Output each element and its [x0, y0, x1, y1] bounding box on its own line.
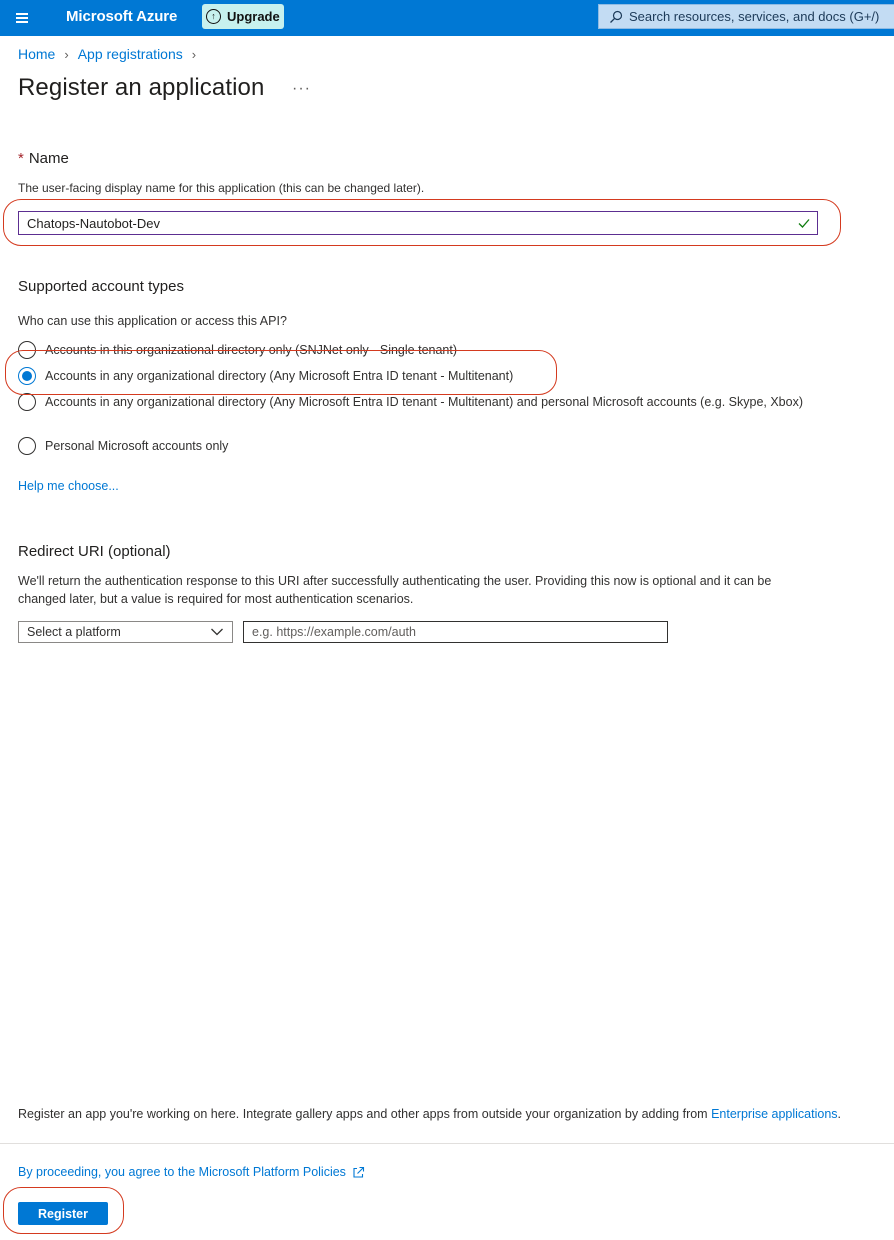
- redirect-uri-description: We'll return the authentication response to this URI after successfully authenticating the user. Providing this now is optional and it can be changed later, but a value is required for most authentication scenarios.: [18, 574, 772, 606]
- name-heading: [18, 150, 69, 167]
- platform-policies-text: By proceeding, you agree to the Microsoft Platform Policies: [18, 1165, 346, 1179]
- global-search-input[interactable]: [598, 4, 894, 29]
- arrow-up-circle-icon: ↑: [206, 9, 221, 24]
- platform-selected-value: Select a platform: [27, 625, 121, 639]
- more-options-icon[interactable]: ···: [292, 80, 311, 97]
- checkmark-icon: [797, 216, 811, 230]
- radio-multitenant-personal[interactable]: [18, 393, 36, 411]
- option-label: Accounts in any organizational directory (Any Microsoft Entra ID tenant - Multitenant): [45, 369, 514, 383]
- option-label: Personal Microsoft accounts only: [45, 439, 229, 453]
- account-types-question: Who can use this application or access this API?: [18, 314, 287, 328]
- chevron-right-icon: ›: [191, 46, 197, 62]
- account-types-heading: Supported account types: [18, 278, 184, 295]
- account-type-option-multitenant[interactable]: [18, 367, 513, 385]
- radio-personal-only[interactable]: [18, 437, 36, 455]
- breadcrumb-app-registrations[interactable]: App registrations: [77, 46, 183, 62]
- chevron-down-icon: [210, 626, 224, 638]
- external-link-icon: [352, 1166, 365, 1179]
- footer-note-text: Register an app you're working on here. Integrate gallery apps and other apps from outside your organization by adding from: [18, 1107, 712, 1121]
- footer-note: [18, 1107, 841, 1121]
- option-label: Accounts in any organizational directory (Any Microsoft Entra ID tenant - Multitenant) and personal Microsoft accounts (e.g. Skype, Xbox): [45, 395, 803, 409]
- footer-note-end: .: [837, 1107, 842, 1121]
- chevron-right-icon: ›: [64, 46, 69, 62]
- name-label: Name: [28, 150, 69, 167]
- name-value: Chatops-Nautobot-Dev: [27, 215, 160, 231]
- register-button[interactable]: Register: [18, 1202, 108, 1225]
- option-label: Accounts in this organizational directory only (SNJNet only - Single tenant): [45, 343, 458, 357]
- search-icon: [609, 10, 623, 24]
- top-bar: [0, 0, 894, 36]
- help-me-choose-link[interactable]: Help me choose...: [18, 479, 119, 493]
- portal-brand[interactable]: Microsoft Azure: [66, 8, 178, 25]
- name-description: The user-facing display name for this application (this can be changed later).: [18, 181, 425, 195]
- search-placeholder: Search resources, services, and docs (G+/): [629, 9, 880, 24]
- radio-single-tenant[interactable]: [18, 341, 36, 359]
- breadcrumb-home[interactable]: Home: [18, 46, 56, 62]
- menu-icon[interactable]: [12, 8, 32, 28]
- account-type-option-single-tenant[interactable]: [18, 341, 457, 359]
- account-type-option-multitenant-personal[interactable]: [18, 393, 803, 411]
- breadcrumb: [18, 46, 205, 62]
- redirect-uri-input[interactable]: [243, 621, 668, 643]
- platform-policies-link[interactable]: [18, 1165, 365, 1179]
- required-marker: *: [18, 150, 24, 167]
- page-title: Register an application: [18, 74, 265, 101]
- footer-divider: [0, 1143, 894, 1144]
- redirect-uri-heading: Redirect URI (optional): [18, 543, 171, 560]
- platform-select[interactable]: [18, 621, 233, 643]
- enterprise-applications-link[interactable]: Enterprise applications: [711, 1107, 838, 1121]
- redirect-uri-placeholder: e.g. https://example.com/auth: [252, 625, 416, 639]
- upgrade-label: Upgrade: [227, 9, 280, 24]
- account-type-option-personal-only[interactable]: [18, 437, 228, 455]
- name-field[interactable]: [18, 211, 818, 235]
- radio-multitenant[interactable]: [18, 367, 36, 385]
- upgrade-button[interactable]: [202, 4, 284, 29]
